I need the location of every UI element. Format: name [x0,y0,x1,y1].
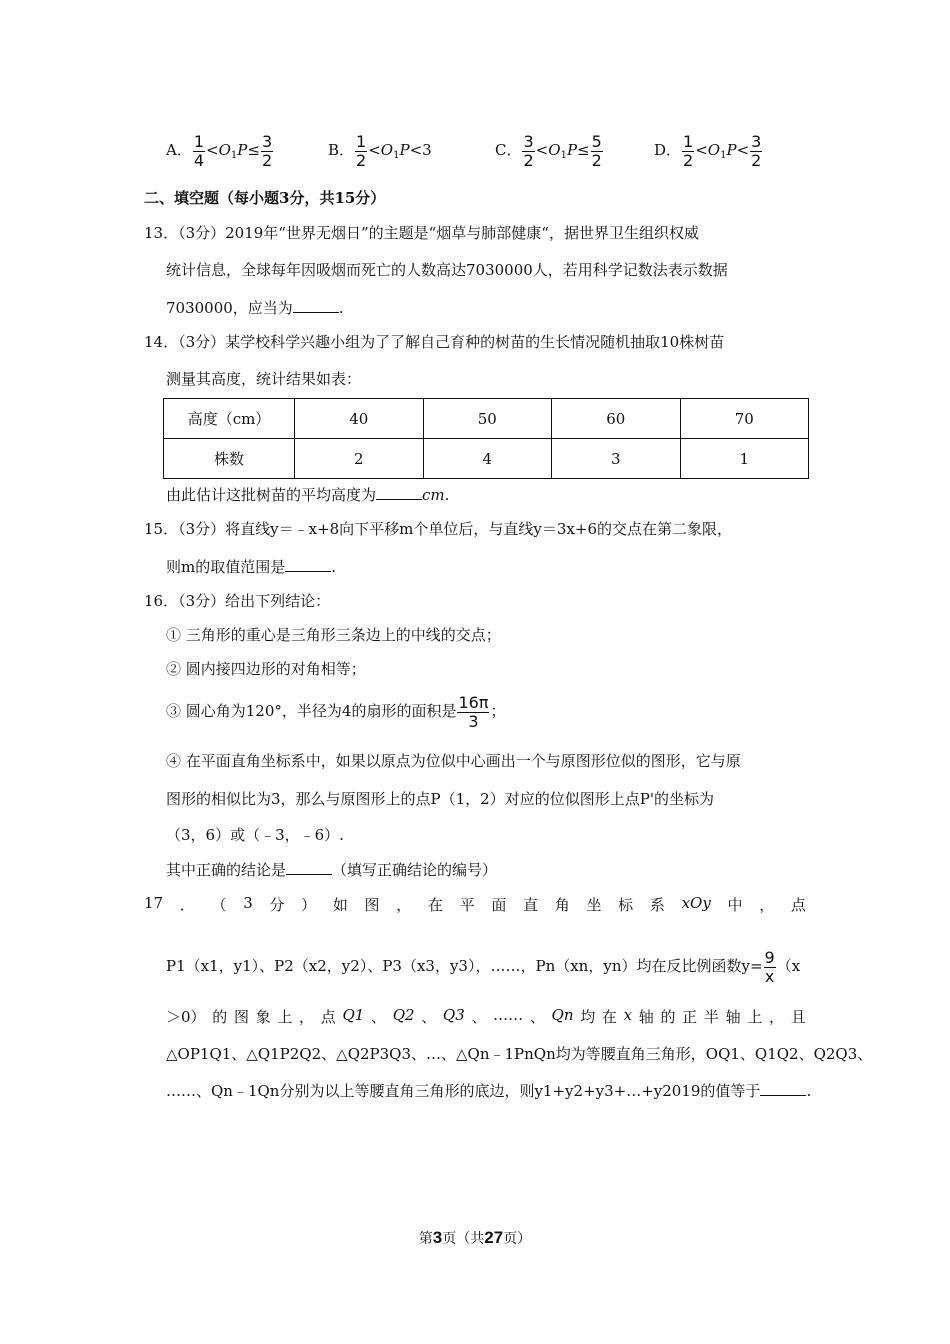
q16-statement-4-line1: ④ 在平面直角坐标系中，如果以原点为位似中心画出一个与原图形位似的图形，它与原 [166,752,741,770]
q15-line1: 15．（3分）将直线y＝﹣x+8向下平移m个单位后，与直线y＝3x+6的交点在第二象限， [144,520,732,538]
table-cell: 1 [680,439,809,479]
q14-line1: 14．（3分）某学校科学兴趣小组为了了解自己育种的树苗的生长情况随机抽取10株树苗 [144,333,725,351]
q13-line2: 统计信息，全球每年因吸烟而死亡的人数高达7030000人，若用科学记数法表示数据 [166,261,728,279]
answer-blank[interactable] [286,860,332,875]
q17-line5: ……、Qn﹣1Qn分别为以上等腰直角三角形的底边，则y1+y2+y3+…+y2019的值等于 . [166,1082,812,1100]
page-total: 27 [484,1228,504,1247]
q17-line2: P1（x1，y1）、P2（x2，y2）、P3（x3，y3），……，Pn（xn，yn）均在反比例函数y= $\frac{9}{x}$ （x [166,947,801,986]
option-c: C． $\frac{3}{2}$ $<O_1P\le$ $\frac{5}{2}$ [495,131,602,170]
q16-statement-3: ③ 圆心角为120°，半径为4的扇形的面积是 $\frac{16\pi}{3}$ ； [166,692,506,731]
table-cell: 4 [423,439,552,479]
fraction: $\frac{16\pi}{3}$ [458,692,489,731]
fraction: $\frac{1}{2}$ [356,131,367,170]
table-cell: 50 [423,399,552,439]
table-cell: 60 [552,399,681,439]
option-a: A． $\frac{1}{4}$ $<O_1P\le$ $\frac{3}{2}$ [166,131,273,170]
q17-line1: 17 ． （ 3 分 ） 如 图 ， 在 平 面 直 角 坐 标 系 xOy 中 ， 点 [144,894,806,914]
page-footer: 第3页（共27页） [418,1228,532,1247]
section-title: 二、填空题（每小题3分，共15分） [144,189,386,207]
table-header-cell: 高度（cm） [164,399,295,439]
answer-blank[interactable] [293,298,339,313]
q16-statement-4-line2: 图形的相似比为3，那么与原图形上的点P（1，2）对应的位似图形上点P'的坐标为 [166,790,714,808]
table-row [164,439,809,479]
q14-line2: 测量其高度，统计结果如表： [166,370,362,388]
table-row [164,399,809,439]
fraction: $\frac{1}{2}$ [683,131,694,170]
q17-line4: △OP1Q1、△Q1P2Q2、△Q2P3Q3、…、△Qn﹣1PnQn均为等腰直角三角形，OQ1、Q1Q2、Q2Q3、 [166,1045,873,1063]
q16-statement-1: ① 三角形的重心是三角形三条边上的中线的交点； [166,626,501,644]
q16-statement-2: ② 圆内接四边形的对角相等； [166,660,366,678]
q16-line1: 16．（3分）给出下列结论： [144,592,331,610]
data-table [163,398,809,479]
fraction: $\frac{3}{2}$ [751,131,762,170]
answer-blank[interactable] [376,485,422,500]
fraction: $\frac{1}{4}$ [193,131,205,170]
fraction: $\frac{3}{2}$ [523,131,534,170]
q14-after: 由此估计这批树苗的平均高度为 cm. [166,486,450,504]
table-cell: 40 [295,399,424,439]
table-cell: 70 [680,399,809,439]
option-b: B． $\frac{1}{2}$ $<O_1P<3$ [328,131,432,170]
q13-line3: 7030000，应当为 . [166,299,344,317]
option-d: D． $\frac{1}{2}$ $<O_1P<$ $\frac{3}{2}$ [654,131,762,170]
table-cell: 3 [552,439,681,479]
q15-line2: 则m的取值范围是 . [166,558,337,576]
q12-options [166,130,806,170]
fraction: $\frac{3}{2}$ [261,131,273,170]
q16-conclusion: 其中正确的结论是 （填写正确结论的编号） [166,861,498,879]
q13-line1: 13．（3分）2019年“世界无烟日”的主题是“烟草与肺部健康“，据世界卫生组织权威 [144,224,699,242]
answer-blank[interactable] [760,1081,806,1096]
fraction: $\frac{5}{2}$ [591,131,602,170]
answer-blank[interactable] [285,557,331,572]
fraction: $\frac{9}{x}$ [764,947,775,986]
q16-statement-4-line3: （3，6）或（﹣3，﹣6）. [166,826,344,844]
q17-line3: ＞0） 的 图 象 上 ， 点 Q1 、 Q2 、 Q3 、 …… 、 Qn 均 在 x 轴 的 正 半 轴 上 ， 且 [166,1006,806,1026]
table-header-cell: 株数 [164,439,295,479]
page-number: 3 [432,1228,443,1247]
table-cell: 2 [295,439,424,479]
